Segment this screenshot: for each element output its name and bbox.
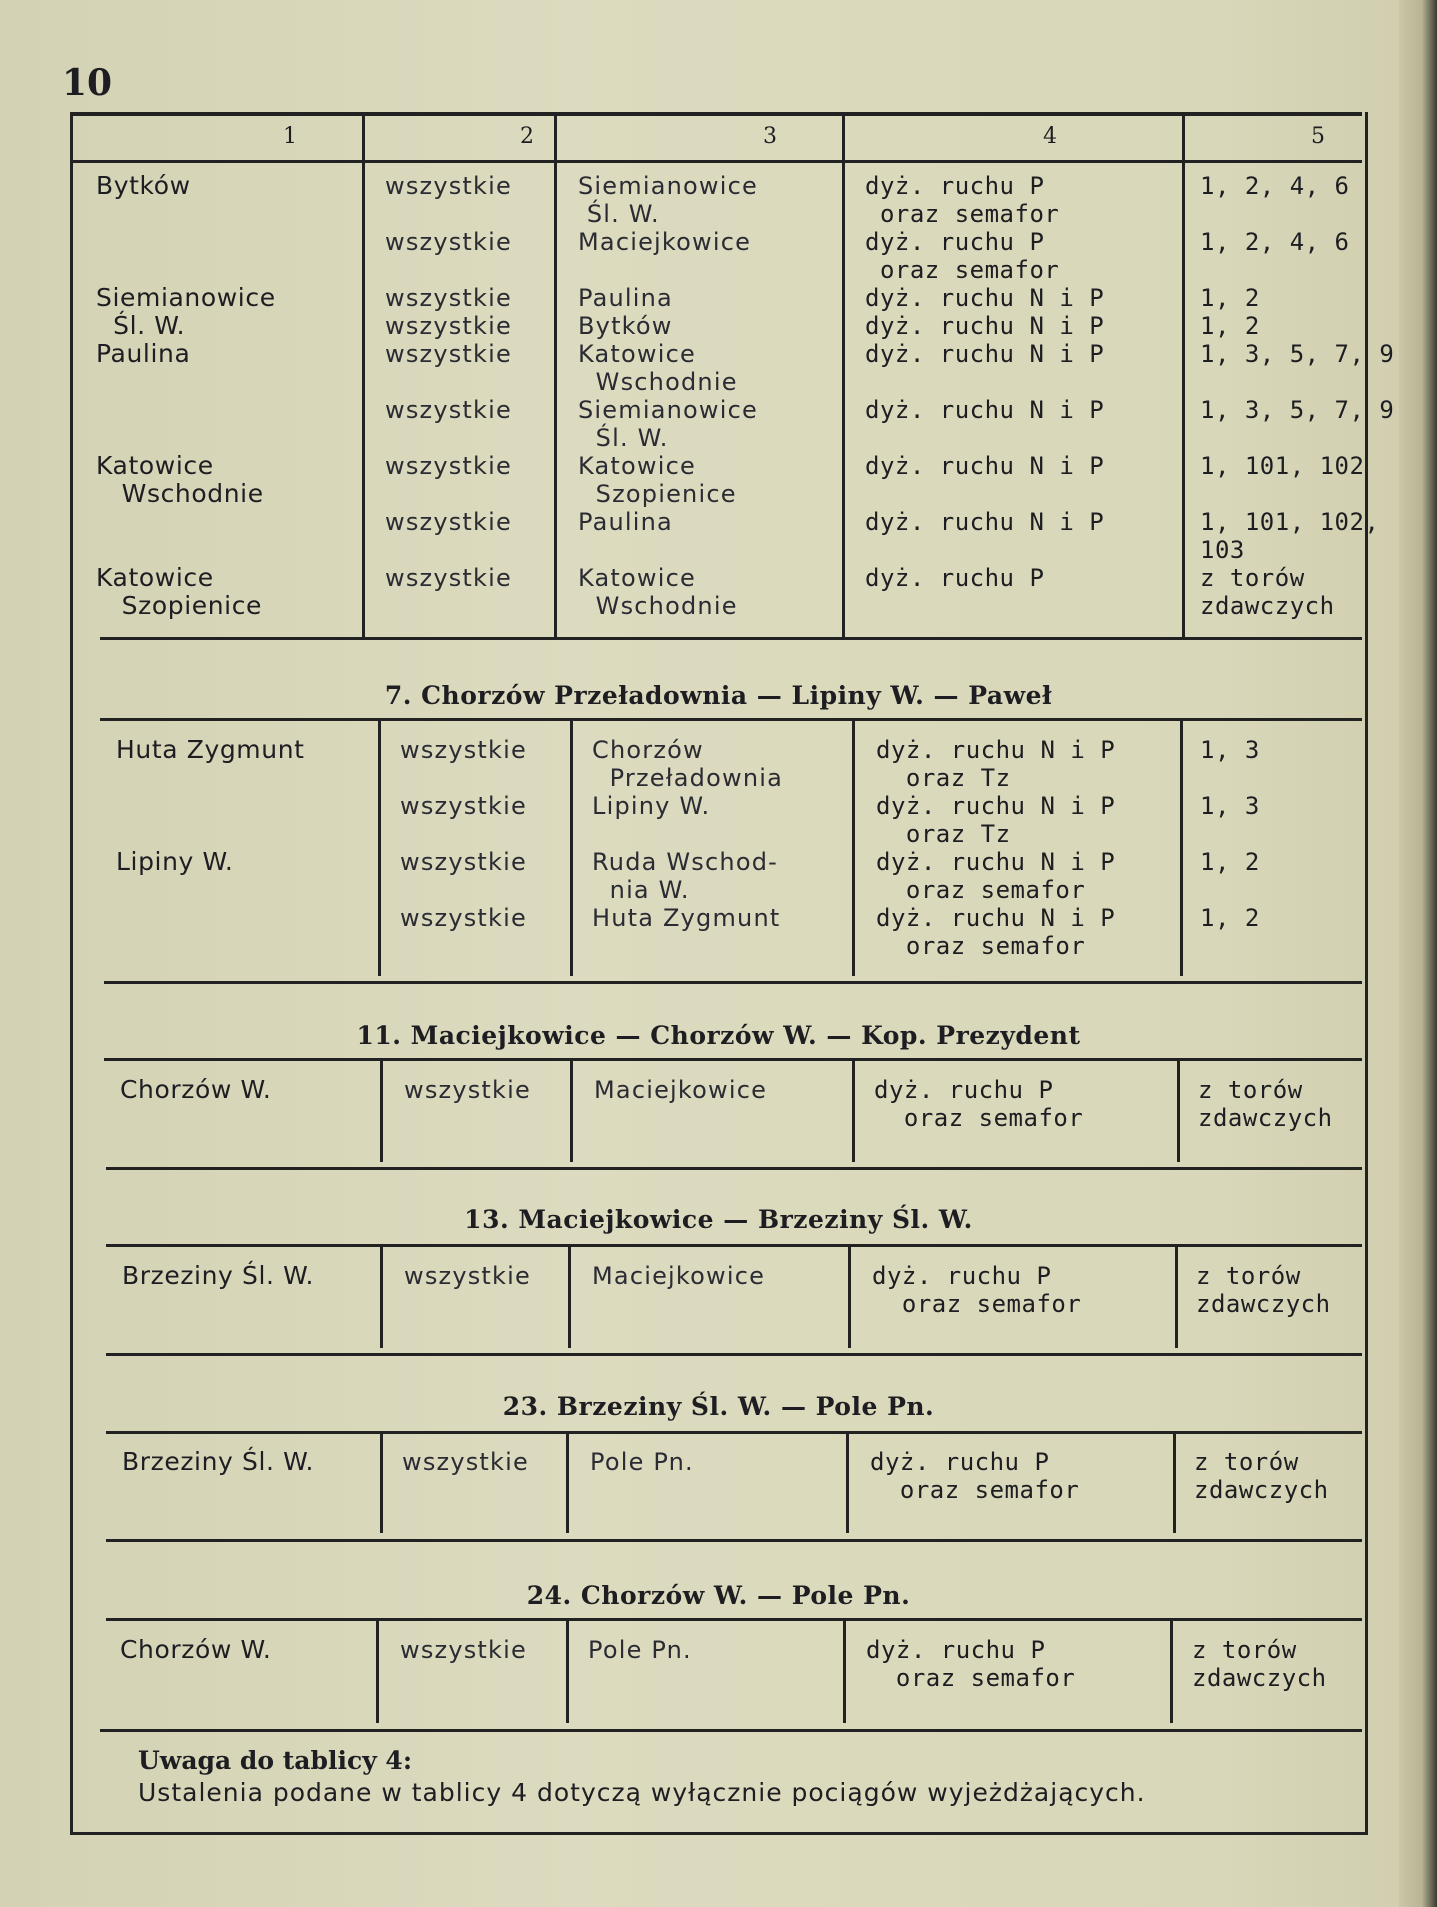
col-divider (852, 1058, 855, 1162)
table-cell-col1: Lipiny W. (116, 847, 234, 876)
section-title: 13. Maciejkowice — Brzeziny Śl. W. (464, 1205, 973, 1234)
table-cell-col2: wszystkie (402, 1448, 529, 1476)
table-header (70, 112, 1362, 163)
col-divider (566, 1431, 569, 1533)
col-divider (362, 112, 365, 637)
table-cell-col2: wszystkie (400, 792, 527, 820)
col-divider (566, 1618, 569, 1723)
table-cell-col5: 1, 2 (1200, 904, 1260, 932)
section-rule (100, 718, 1362, 721)
table-cell-col4: dyż. ruchu P oraz semafor (866, 1636, 1076, 1692)
table-cell-col5: 1, 2 (1200, 312, 1260, 340)
table-cell-col4: dyż. ruchu N i P (865, 340, 1105, 368)
table-cell-col2: wszystkie (385, 452, 512, 480)
table-cell-col4: dyż. ruchu N i P (865, 452, 1105, 480)
note-text: Ustalenia podane w tablicy 4 dotyczą wyłącznie pociągów wyjeżdżających. (138, 1778, 1146, 1807)
col-divider (568, 1244, 571, 1348)
table-cell-col3: Katowice Szopienice (578, 452, 737, 508)
section-rule (106, 1618, 1362, 1621)
table-cell-col3: Maciejkowice (594, 1076, 768, 1104)
table-cell-col2: wszystkie (385, 228, 512, 256)
table-cell-col4: dyż. ruchu N i P oraz semafor (876, 848, 1116, 904)
table-cell-col3: Pole Pn. (590, 1448, 694, 1476)
table-cell-col2: wszystkie (400, 904, 527, 932)
section-title: 7. Chorzów Przeładownia — Lipiny W. — Paweł (384, 681, 1053, 710)
table-cell-col5: 1, 3, 5, 7, 9 (1200, 340, 1395, 368)
table-cell-col5: 1, 3 (1200, 792, 1260, 820)
table-cell-col5: 1, 101, 102, 103 (1200, 508, 1380, 564)
table-cell-col3: Chorzów Przeładownia (592, 736, 783, 792)
table-cell-col5: 1, 2 (1200, 848, 1260, 876)
table-cell-col4: dyż. ruchu P oraz semafor (874, 1076, 1084, 1132)
table-cell-col3: Maciejkowice (578, 228, 752, 256)
table-cell-col5: 1, 3, 5, 7, 9 (1200, 396, 1395, 424)
table-cell-col1: Katowice Szopienice (96, 563, 263, 620)
col-divider (380, 1244, 383, 1348)
table-cell-col4: dyż. ruchu N i P (865, 284, 1105, 312)
col-divider (1182, 112, 1185, 637)
column-header-1: 1 (283, 124, 297, 149)
col-divider (378, 718, 381, 976)
column-header-2: 2 (520, 124, 534, 149)
table-cell-col4: dyż. ruchu P (865, 564, 1045, 592)
table-cell-col3: Ruda Wschod- nia W. (592, 848, 778, 904)
table-cell-col4: dyż. ruchu N i P (865, 312, 1105, 340)
table-cell-col3: Siemianowice Śl. W. (578, 396, 758, 452)
section-rule (104, 1058, 1362, 1061)
table-cell-col4: dyż. ruchu P oraz semafor (870, 1448, 1080, 1504)
table-cell-col4: dyż. ruchu N i P oraz Tz (876, 736, 1116, 792)
col-divider (1175, 1244, 1178, 1348)
table-cell-col3: Katowice Wschodnie (578, 340, 738, 396)
table-cell-col4: dyż. ruchu N i P (865, 508, 1105, 536)
table-cell-col3: Lipiny W. (592, 792, 711, 820)
col-divider (852, 718, 855, 976)
table-cell-col2: wszystkie (400, 848, 527, 876)
col-divider (1170, 1618, 1173, 1723)
col-divider (380, 1431, 383, 1533)
table-cell-col1: Brzeziny Śl. W. (122, 1261, 315, 1290)
table-cell-col1: Siemianowice Śl. W. (96, 283, 276, 340)
section-rule (100, 637, 1362, 640)
section-rule (106, 1539, 1362, 1542)
table-cell-col4: dyż. ruchu P oraz semafor (872, 1262, 1082, 1318)
table-cell-col5: 1, 101, 102 (1200, 452, 1365, 480)
table-cell-col3: Paulina (578, 508, 673, 536)
section-title: 24. Chorzów W. — Pole Pn. (526, 1581, 911, 1610)
table-cell-col2: wszystkie (385, 312, 512, 340)
section-rule (106, 1244, 1362, 1247)
section-rule (106, 1353, 1362, 1356)
table-cell-col1: Paulina (96, 339, 191, 368)
table-cell-col1: Chorzów W. (120, 1635, 272, 1664)
note-title: Uwaga do tablicy 4: (138, 1746, 413, 1775)
table-cell-col5: 1, 3 (1200, 736, 1260, 764)
col-divider (376, 1618, 379, 1723)
table-cell-col3: Huta Zygmunt (592, 904, 781, 932)
table-cell-col5: z torów zdawczych (1198, 1076, 1333, 1132)
table-cell-col1: Chorzów W. (120, 1075, 272, 1104)
section-title: 11. Maciejkowice — Chorzów W. — Kop. Prezydent (356, 1021, 1081, 1050)
table-cell-col2: wszystkie (385, 172, 512, 200)
table-cell-col3: Bytków (578, 312, 673, 340)
table-cell-col4: dyż. ruchu P oraz semafor (865, 228, 1060, 284)
col-divider (1177, 1058, 1180, 1162)
table-cell-col5: z torów zdawczych (1194, 1448, 1329, 1504)
table-cell-col2: wszystkie (385, 508, 512, 536)
table-cell-col3: Pole Pn. (588, 1636, 692, 1664)
table-cell-col3: Paulina (578, 284, 673, 312)
section-rule (104, 981, 1362, 984)
table-cell-col5: 1, 2, 4, 6 (1200, 172, 1350, 200)
table-cell-col4: dyż. ruchu N i P oraz semafor (876, 904, 1116, 960)
column-header-3: 3 (763, 124, 777, 149)
page-number: 10 (62, 62, 113, 104)
table-cell-col2: wszystkie (400, 1636, 527, 1664)
table-cell-col5: 1, 2 (1200, 284, 1260, 312)
table-cell-col2: wszystkie (404, 1262, 531, 1290)
table-cell-col1: Huta Zygmunt (116, 735, 305, 764)
section-title: 23. Brzeziny Śl. W. — Pole Pn. (502, 1392, 935, 1421)
table-cell-col2: wszystkie (400, 736, 527, 764)
table-cell-col2: wszystkie (385, 396, 512, 424)
table-cell-col5: 1, 2, 4, 6 (1200, 228, 1350, 256)
col-divider (1173, 1431, 1176, 1533)
col-divider (554, 112, 557, 637)
table-cell-col4: dyż. ruchu P oraz semafor (865, 172, 1060, 228)
table-cell-col1: Katowice Wschodnie (96, 451, 264, 508)
table-cell-col5: z torów zdawczych (1196, 1262, 1331, 1318)
table-cell-col1: Bytków (96, 171, 191, 200)
table-cell-col4: dyż. ruchu N i P oraz Tz (876, 792, 1116, 848)
table-cell-col4: dyż. ruchu N i P (865, 396, 1105, 424)
column-header-5: 5 (1311, 124, 1325, 149)
column-header-4: 4 (1043, 124, 1057, 149)
table-cell-col2: wszystkie (404, 1076, 531, 1104)
section-rule (100, 1729, 1362, 1732)
col-divider (1180, 718, 1183, 976)
col-divider (842, 112, 845, 637)
col-divider (848, 1244, 851, 1348)
col-divider (570, 718, 573, 976)
table-cell-col3: Maciejkowice (592, 1262, 766, 1290)
table-cell-col2: wszystkie (385, 564, 512, 592)
table-cell-col3: Siemianowice Śl. W. (578, 172, 758, 228)
table-cell-col1: Brzeziny Śl. W. (122, 1447, 315, 1476)
col-divider (570, 1058, 573, 1162)
col-divider (843, 1618, 846, 1723)
section-rule (106, 1167, 1362, 1170)
col-divider (846, 1431, 849, 1533)
table-cell-col5: z torów zdawczych (1192, 1636, 1327, 1692)
table-cell-col3: Katowice Wschodnie (578, 564, 738, 620)
table-cell-col5: z torów zdawczych (1200, 564, 1335, 620)
col-divider (380, 1058, 383, 1162)
table-cell-col2: wszystkie (385, 284, 512, 312)
table-cell-col2: wszystkie (385, 340, 512, 368)
page-edge (1399, 0, 1437, 1907)
